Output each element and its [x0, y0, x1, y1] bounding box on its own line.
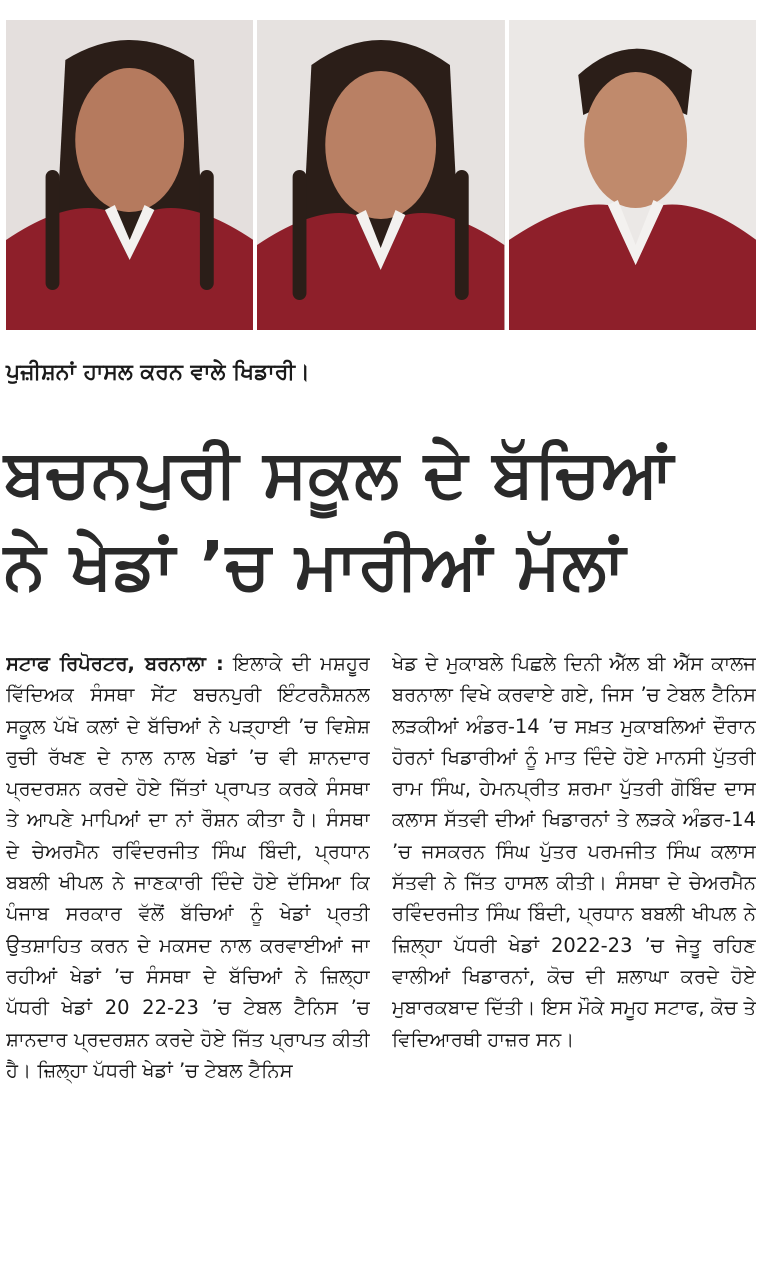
dateline: ਸਟਾਫ ਰਿਪੋਰਟਰ, ਬਰਨਾਲਾ :	[6, 652, 224, 675]
photo-caption: ਪੁਜ਼ੀਸ਼ਨਾਂ ਹਾਸਲ ਕਰਨ ਵਾਲੇ ਖਿਡਾਰੀ।	[6, 360, 310, 385]
photo-student-3	[509, 20, 756, 330]
headline-line-1: ਬਚਨਪੁਰੀ ਸਕੂਲ ਦੇ ਬੱਚਿਆਂ	[4, 435, 675, 512]
headline	[4, 428, 754, 612]
column-2-text: ਖੇਡ ਦੇ ਮੁਕਾਬਲੇ ਪਿਛਲੇ ਦਿਨੀ ਐੱਲ ਬੀ ਐੱਸ ਕਾਲਜ ਬਰਨਾਲਾ ਵਿਖੇ ਕਰਵਾਏ ਗਏ, ਜਿਸ ’ਚ ਟੇਬਲ ਟੈਨਿਸ ਲੜਕੀਆਂ ਅੰਡਰ-14 ’ਚ ਸਖ਼ਤ ਮੁਕਾਬਲਿਆਂ ਦੌਰਾਨ ਹੋਰਨਾਂ ਖਿਡਾਰੀਆਂ ਨੂੰ ਮਾਤ ਦਿੰਦੇ ਹੋਏ ਮਾਨਸੀ ਪੁੱਤਰੀ ਰਾਮ ਸਿੰਘ, ਹੇਮਨਪ੍ਰੀਤ ਸ਼ਰਮਾ ਪੁੱਤਰੀ ਗੋਬਿੰਦ ਦਾਸ ਕਲਾਸ ਸੱਤਵੀ ਦੀਆਂ ਖਿਡਾਰਨਾਂ ਤੇ ਲੜਕੇ ਅੰਡਰ-14 ’ਚ ਜਸਕਰਨ ਸਿੰਘ ਪੁੱਤਰ ਪਰਮਜੀਤ ਸਿੰਘ ਕਲਾਸ ਸੱਤਵੀ ਨੇ ਜਿੱਤ ਹਾਸਲ ਕੀਤੀ। ਸੰਸਥਾ ਦੇ ਚੇਅਰਮੈਨ ਰਵਿੰਦਰਜੀਤ ਸਿੰਘ ਬਿੰਦੀ, ਪ੍ਰਧਾਨ ਬਬਲੀ ਖੀਪਲ ਨੇ ਜ਼ਿਲ੍ਹਾ ਪੱਧਰੀ ਖੇਡਾਂ 2022-23 ’ਚ ਜੇਤੂ ਰਹਿਣ ਵਾਲੀਆਂ ਖਿਡਾਰਨਾਂ, ਕੋਚ ਦੀ ਸ਼ਲਾਘਾ ਕਰਦੇ ਹੋਏ ਮੁਬਾਰਕਬਾਦ ਦਿੱਤੀ। ਇਸ ਮੌਕੇ ਸਮੂਹ ਸਟਾਫ, ਕੋਚ ਤੇ ਵਿਦਿਆਰਥੀ ਹਾਜ਼ਰ ਸਨ।	[392, 652, 756, 1051]
article-column-1	[6, 648, 370, 1268]
article-column-2	[392, 648, 756, 1268]
photo-strip	[6, 20, 756, 330]
headline-line-2: ਨੇ ਖੇਡਾਂ ’ਚ ਮਾਰੀਆਂ ਮੱਲਾਂ	[4, 527, 626, 604]
article-body	[6, 648, 756, 1268]
column-1-text: ਇਲਾਕੇ ਦੀ ਮਸ਼ਹੂਰ ਵਿੱਦਿਅਕ ਸੰਸਥਾ ਸੇਂਟ ਬਚਨਪੁਰੀ ਇੰਟਰਨੈਸ਼ਨਲ ਸਕੂਲ ਪੱਖੋ ਕਲਾਂ ਦੇ ਬੱਚਿਆਂ ਨੇ ਪੜ੍ਹਾਈ ’ਚ ਵਿਸ਼ੇਸ਼ ਰੁਚੀ ਰੱਖਣ ਦੇ ਨਾਲ ਨਾਲ ਖੇਡਾਂ ’ਚ ਵੀ ਸ਼ਾਨਦਾਰ ਪ੍ਰਦਰਸ਼ਨ ਕਰਦੇ ਹੋਏ ਜਿੱਤਾਂ ਪ੍ਰਾਪਤ ਕਰਕੇ ਸੰਸਥਾ ਤੇ ਆਪਣੇ ਮਾਪਿਆਂ ਦਾ ਨਾਂ ਰੌਸ਼ਨ ਕੀਤਾ ਹੈ। ਸੰਸਥਾ ਦੇ ਚੇਅਰਮੈਨ ਰਵਿੰਦਰਜੀਤ ਸਿੰਘ ਬਿੰਦੀ, ਪ੍ਰਧਾਨ ਬਬਲੀ ਖੀਪਲ ਨੇ ਜਾਣਕਾਰੀ ਦਿੰਦੇ ਹੋਏ ਦੱਸਿਆ ਕਿ ਪੰਜਾਬ ਸਰਕਾਰ ਵੱਲੋਂ ਬੱਚਿਆਂ ਨੂੰ ਖੇਡਾਂ ਪ੍ਰਤੀ ਉਤਸ਼ਾਹਿਤ ਕਰਨ ਦੇ ਮਕਸਦ ਨਾਲ ਕਰਵਾਈਆਂ ਜਾ ਰਹੀਆਂ ਖੇਡਾਂ ’ਚ ਸੰਸਥਾ ਦੇ ਬੱਚਿਆਂ ਨੇ ਜ਼ਿਲ੍ਹਾ ਪੱਧਰੀ ਖੇਡਾਂ 20 22-23 ’ਚ ਟੇਬਲ ਟੈਨਿਸ ’ਚ ਸ਼ਾਨਦਾਰ ਪ੍ਰਦਰਸ਼ਨ ਕਰਦੇ ਹੋਏ ਜਿੱਤ ਪ੍ਰਾਪਤ ਕੀਤੀ ਹੈ। ਜ਼ਿਲ੍ਹਾ ਪੱਧਰੀ ਖੇਡਾਂ ’ਚ ਟੇਬਲ ਟੈਨਿਸ	[6, 652, 370, 1082]
photo-student-2	[257, 20, 504, 330]
photo-student-1	[6, 20, 253, 330]
